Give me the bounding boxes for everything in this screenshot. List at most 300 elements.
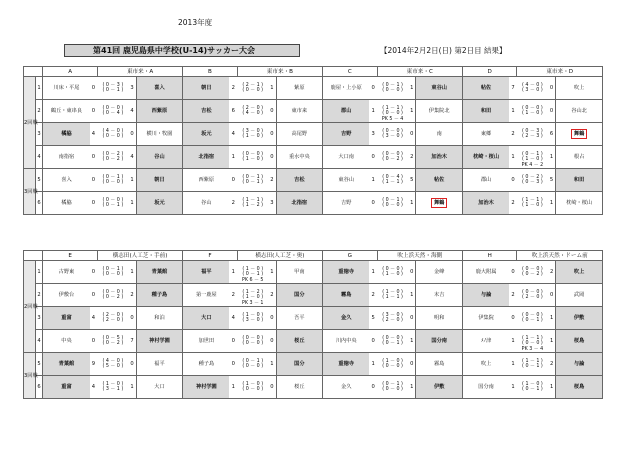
score-left-total: 1: [509, 376, 517, 399]
score-right-total: 0: [408, 123, 416, 146]
half-scores: [517, 169, 548, 192]
group-letter: B: [183, 67, 237, 77]
team-right: 桜丘: [276, 330, 323, 353]
first-half-score: ( 0 － 1 ): [522, 151, 543, 157]
half-scores: [237, 77, 268, 100]
half-scores: [237, 284, 268, 307]
match-number: 3: [35, 307, 43, 330]
first-half-score: ( 0 － 1 ): [382, 381, 403, 387]
team-right: 南: [416, 123, 463, 146]
match-number: 5: [35, 353, 43, 376]
team-right: 吾平: [276, 307, 323, 330]
score-right-total: 4: [128, 146, 136, 169]
team-right: 谷山北: [556, 100, 603, 123]
score-left-total: 0: [509, 261, 517, 284]
second-half-score: ( 0 － 0 ): [382, 203, 403, 208]
score-left-total: 0: [90, 77, 98, 100]
team-right: 吉松: [276, 169, 323, 192]
score-right-total: 5: [548, 169, 556, 192]
half-scores: [377, 261, 408, 284]
season-year: 2013年度: [178, 18, 213, 27]
penalty-score: PK 3 － 1: [241, 300, 264, 306]
team-left: 谷山: [183, 192, 230, 215]
first-half-score: ( 2 － 0 ): [242, 105, 264, 111]
half-scores: [377, 77, 408, 100]
first-half-score: ( 0 － 0 ): [242, 335, 264, 341]
group-letter: E: [43, 251, 97, 261]
match-number: 6: [35, 192, 43, 215]
team-left: 金久: [323, 376, 370, 399]
team-left: 中央: [43, 330, 90, 353]
team-right: 金峰: [416, 261, 463, 284]
first-half-score: ( 0 － 0 ): [382, 266, 403, 272]
team-left: 吉松: [183, 100, 230, 123]
score-right-total: 4: [128, 100, 136, 123]
corner-cell: [24, 251, 43, 261]
score-left-total: 2: [509, 284, 517, 307]
score-left-total: 0: [509, 169, 517, 192]
first-half-score: ( 0 － 0 ): [522, 312, 543, 318]
group-letter: C: [323, 67, 377, 77]
first-half-score: ( 0 － 0 ): [522, 105, 543, 111]
first-half-score: ( 3 － 0 ): [242, 128, 264, 134]
second-half-score: ( 0 － 0 ): [102, 180, 124, 185]
first-half-score: ( 0 － 1 ): [102, 266, 124, 272]
team-right: 神村学園: [136, 330, 183, 353]
score-right-total: 1: [548, 192, 556, 215]
team-right: 加治木: [416, 146, 463, 169]
score-right-total: 0: [268, 146, 276, 169]
team-right: 末吉: [416, 284, 463, 307]
score-left-total: 9: [90, 353, 98, 376]
score-right-total: 2: [548, 353, 556, 376]
highlighted-team: 舞鶴: [571, 129, 587, 139]
score-left-total: 0: [90, 192, 98, 215]
team-right: 大口: [136, 376, 183, 399]
team-left: 東谷山: [323, 169, 370, 192]
score-right-total: 0: [408, 353, 416, 376]
half-scores: [97, 192, 128, 215]
half-scores: [517, 192, 548, 215]
score-right-total: 0: [548, 77, 556, 100]
score-right-total: 1: [128, 376, 136, 399]
team-right: 和泊: [136, 307, 183, 330]
team-right: 東市来: [276, 100, 323, 123]
second-half-score: ( 0 － 2 ): [382, 157, 403, 162]
team-left: 郡山: [462, 169, 509, 192]
score-right-total: 1: [408, 100, 416, 123]
team-left: 大口南: [323, 146, 370, 169]
half-scores: [377, 192, 408, 215]
half-scores: [97, 353, 128, 376]
group-venue: 横志田(人工芝・手前): [97, 251, 183, 261]
second-half-score: ( 1 － 0 ): [242, 134, 264, 139]
first-half-score: ( 0 － 0 ): [382, 335, 403, 341]
team-left: 吉野: [323, 123, 370, 146]
score-left-total: 1: [509, 330, 517, 353]
score-left-total: 2: [229, 192, 237, 215]
score-left-total: 0: [369, 192, 377, 215]
score-right-total: 2: [548, 261, 556, 284]
group-letter: D: [462, 67, 516, 77]
team-left: 古野東: [43, 261, 90, 284]
score-left-total: 1: [229, 376, 237, 399]
half-scores: [237, 330, 268, 353]
first-half-score: ( 0 － 0 ): [522, 266, 543, 272]
group-venue: 東市来・B: [237, 67, 323, 77]
team-right: 国分: [276, 353, 323, 376]
first-half-score: ( 1 － 1 ): [522, 335, 543, 341]
score-left-total: 2: [229, 284, 237, 307]
group-venue: 吹上浜天然・ドーム前: [517, 251, 603, 261]
score-right-total: 3: [128, 77, 136, 100]
second-half-score: ( 0 － 0 ): [382, 88, 403, 93]
team-right: [556, 123, 603, 146]
penalty-score: PK 3 － 4: [521, 346, 544, 352]
first-half-score: ( 0 － 4 ): [382, 174, 403, 180]
first-half-score: ( 0 － 1 ): [382, 197, 403, 203]
half-scores: [97, 284, 128, 307]
first-half-score: ( 0 － 5 ): [102, 335, 124, 341]
first-half-score: ( 0 － 0 ): [382, 128, 403, 134]
team-right: 西紫原: [136, 100, 183, 123]
team-left: 鶴丘・東串良: [43, 100, 90, 123]
first-half-score: ( 4 － 0 ): [102, 358, 124, 364]
second-half-score: ( 1 － 0 ): [522, 157, 543, 162]
second-half-score: ( 0 － 0 ): [242, 88, 264, 93]
score-left-total: 0: [90, 261, 98, 284]
group-venue: 吹上浜天然・海側: [377, 251, 462, 261]
second-half-score: ( 0 － 1 ): [522, 387, 543, 392]
team-left: 福平: [183, 261, 230, 284]
first-half-score: ( 0 － 2 ): [522, 174, 543, 180]
second-half-score: ( 3 － 0 ): [382, 134, 403, 139]
score-left-total: 0: [90, 169, 98, 192]
score-right-total: 1: [408, 330, 416, 353]
first-half-score: ( 0 － 3 ): [102, 82, 124, 88]
score-right-total: 1: [268, 77, 276, 100]
half-scores: [97, 100, 128, 123]
score-right-total: 2: [268, 284, 276, 307]
second-half-score: ( 0 － 0 ): [242, 364, 264, 369]
team-right: 吹上: [556, 261, 603, 284]
team-right: 桜島: [556, 376, 603, 399]
score-left-total: 0: [229, 330, 237, 353]
half-scores: [377, 123, 408, 146]
first-half-score: ( 0 － 3 ): [522, 128, 543, 134]
team-right: 霧島: [416, 353, 463, 376]
score-left-total: 0: [90, 146, 98, 169]
team-left: 伊集院: [463, 307, 510, 330]
team-right: 国分南: [416, 330, 463, 353]
score-right-total: 1: [268, 353, 276, 376]
second-half-score: ( 0 － 1 ): [382, 341, 403, 346]
team-left: 霧島: [323, 284, 370, 307]
team-right: 武岡: [556, 284, 603, 307]
group-venue: 東市来・C: [377, 67, 462, 77]
team-left: 重富: [43, 376, 90, 399]
second-half-score: ( 1 － 0 ): [522, 111, 543, 116]
score-right-total: 0: [408, 261, 416, 284]
team-left: 北指宿: [183, 146, 230, 169]
team-right: 与論: [556, 353, 603, 376]
team-right: 谷山: [136, 146, 183, 169]
score-left-total: 0: [229, 353, 237, 376]
team-right: 青葉館: [136, 261, 183, 284]
second-half-score: ( 1 － 2 ): [242, 203, 264, 208]
score-left-total: 4: [90, 307, 98, 330]
team-left: 朝日: [183, 77, 230, 100]
team-left: 川内中央: [323, 330, 370, 353]
second-half-score: ( 2 － 3 ): [522, 134, 543, 139]
team-right: 東谷山: [416, 77, 463, 100]
second-half-score: ( 1 － 0 ): [242, 157, 264, 162]
score-right-total: 1: [548, 146, 556, 169]
score-right-total: 2: [128, 284, 136, 307]
team-left: 橘脇: [43, 123, 90, 146]
score-right-total: 7: [128, 330, 136, 353]
team-right: 種子島: [136, 284, 183, 307]
score-left-total: 0: [369, 77, 377, 100]
first-half-score: ( 4 － 0 ): [102, 128, 124, 134]
half-scores: [517, 330, 548, 353]
team-left: 枕崎・桜山: [462, 146, 509, 169]
half-scores: [97, 146, 128, 169]
score-right-total: 1: [128, 169, 136, 192]
team-right: 朝日: [136, 169, 183, 192]
half-scores: [237, 192, 268, 215]
score-right-total: 0: [128, 353, 136, 376]
team-right: 高尾野: [276, 123, 323, 146]
score-right-total: 1: [268, 261, 276, 284]
score-right-total: 1: [408, 284, 416, 307]
group-letter: G: [323, 251, 377, 261]
second-half-score: ( 0 － 1 ): [522, 364, 543, 369]
score-left-total: 1: [369, 261, 377, 284]
score-right-total: 0: [548, 100, 556, 123]
team-left: 郡山: [323, 100, 370, 123]
score-right-total: 0: [268, 330, 276, 353]
half-scores: [517, 100, 548, 123]
team-right: 明和: [416, 307, 463, 330]
team-right: 北指宿: [276, 192, 323, 215]
score-left-total: 2: [369, 284, 377, 307]
first-half-score: ( 1 － 0 ): [382, 358, 403, 364]
first-half-score: ( 1 － 2 ): [242, 289, 264, 295]
half-scores: [377, 100, 408, 123]
score-right-total: 2: [408, 146, 416, 169]
score-left-total: 0: [90, 330, 98, 353]
score-right-total: 6: [548, 123, 556, 146]
team-left: 種子島: [183, 353, 230, 376]
team-right: 根占: [556, 146, 603, 169]
score-left-total: 1: [509, 100, 517, 123]
team-right: 紫原: [276, 77, 323, 100]
results-table-west: [23, 250, 603, 399]
team-right: 伊敷: [416, 376, 463, 399]
first-half-score: ( 1 － 1 ): [522, 197, 543, 203]
first-half-score: ( 0 － 0 ): [102, 289, 124, 295]
first-half-score: ( 1 － 0 ): [242, 312, 264, 318]
half-scores: [377, 307, 408, 330]
team-right: 桜丘: [276, 376, 323, 399]
score-right-total: 0: [548, 284, 556, 307]
team-left: 南指宿: [43, 146, 90, 169]
first-half-score: ( 0 － 1 ): [102, 174, 124, 180]
half-scores: [377, 169, 408, 192]
first-half-score: ( 4 － 0 ): [522, 82, 543, 88]
half-scores: [237, 169, 268, 192]
score-left-total: 1: [509, 146, 517, 169]
penalty-score: PK 6 － 5: [241, 277, 264, 283]
match-number: 6: [35, 376, 43, 399]
team-left: 吉野: [323, 192, 370, 215]
team-left: 大口: [183, 307, 230, 330]
second-half-score: ( 0 － 0 ): [102, 134, 124, 139]
round-label: 3回戦: [24, 169, 36, 215]
second-half-score: ( 1 － 1 ): [382, 180, 403, 185]
score-left-total: 1: [229, 146, 237, 169]
score-right-total: 1: [128, 261, 136, 284]
team-left: 与論: [463, 284, 510, 307]
second-half-score: ( 5 － 0 ): [102, 364, 124, 369]
group-letter: H: [463, 251, 517, 261]
score-left-total: 6: [229, 100, 237, 123]
half-scores: [97, 123, 128, 146]
score-left-total: 0: [509, 307, 517, 330]
team-left: 西紫原: [183, 169, 230, 192]
team-right: 枕崎・桜山: [556, 192, 603, 215]
second-half-score: ( 1 － 0 ): [522, 203, 543, 208]
team-left: 重徳寺: [323, 261, 370, 284]
second-half-score: ( 2 － 0 ): [102, 318, 124, 323]
score-right-total: 1: [408, 376, 416, 399]
score-right-total: 1: [548, 307, 556, 330]
team-left: 川床・平尾: [43, 77, 90, 100]
penalty-score: PK 5 － 4: [381, 116, 404, 122]
score-right-total: 0: [268, 307, 276, 330]
half-scores: [97, 330, 128, 353]
score-right-total: 5: [408, 169, 416, 192]
half-scores: [237, 123, 268, 146]
team-right: 伊集院北: [416, 100, 463, 123]
second-half-score: ( 0 － 1 ): [242, 180, 264, 185]
first-half-score: ( 1 － 0 ): [382, 289, 403, 295]
score-left-total: 1: [369, 353, 377, 376]
score-left-total: 0: [229, 169, 237, 192]
first-half-score: ( 1 － 0 ): [102, 381, 124, 387]
first-half-score: ( 0 － 0 ): [382, 151, 403, 157]
score-right-total: 3: [268, 192, 276, 215]
round-label: 2回戦: [24, 77, 36, 169]
score-left-total: 5: [369, 307, 377, 330]
second-half-score: ( 0 － 0 ): [382, 111, 403, 116]
score-right-total: 1: [128, 192, 136, 215]
match-number: 1: [35, 77, 43, 100]
half-scores: [237, 376, 268, 399]
half-scores: [237, 100, 268, 123]
second-half-score: ( 2 － 0 ): [382, 318, 403, 323]
second-half-score: ( 3 － 0 ): [522, 88, 543, 93]
score-left-total: 4: [229, 307, 237, 330]
second-half-score: ( 3 － 1 ): [102, 387, 124, 392]
team-left: 橘脇: [43, 192, 90, 215]
first-half-score: ( 0 － 1 ): [382, 82, 403, 88]
score-right-total: 1: [548, 376, 556, 399]
team-right: 和田: [556, 169, 603, 192]
second-half-score: ( 0 － 1 ): [522, 318, 543, 323]
second-half-score: ( 0 － 2 ): [522, 272, 543, 277]
half-scores: [517, 261, 548, 284]
half-scores: [97, 77, 128, 100]
team-right: 横川・牧園: [136, 123, 183, 146]
second-half-score: ( 1 － 0 ): [242, 295, 264, 300]
first-half-score: ( 1 － 0 ): [242, 381, 264, 387]
match-number: 2: [35, 100, 43, 123]
team-left: 第一鹿屋: [183, 284, 230, 307]
team-right: 帖佐: [416, 169, 463, 192]
score-left-total: 0: [369, 146, 377, 169]
score-left-total: 0: [90, 100, 98, 123]
second-half-score: ( 0 － 3 ): [522, 180, 543, 185]
first-half-score: ( 2 － 1 ): [242, 82, 264, 88]
team-left: 鹿大附属: [463, 261, 510, 284]
match-number: 4: [35, 146, 43, 169]
second-half-score: ( 2 － 0 ): [522, 295, 543, 300]
half-scores: [237, 146, 268, 169]
second-half-score: ( 0 － 2 ): [102, 157, 124, 162]
team-right: 吹上: [556, 77, 603, 100]
team-left: ﾒﾉ津: [463, 330, 510, 353]
score-right-total: 1: [548, 330, 556, 353]
half-scores: [377, 284, 408, 307]
first-half-score: ( 3 － 0 ): [382, 312, 403, 318]
highlighted-team: 舞鶴: [431, 198, 447, 208]
team-left: 和田: [462, 100, 509, 123]
score-right-total: 1: [408, 192, 416, 215]
team-left: 青葉館: [43, 353, 90, 376]
first-half-score: ( 0 － 0 ): [102, 105, 124, 111]
half-scores: [517, 146, 548, 169]
half-scores: [517, 77, 548, 100]
score-right-total: 1: [408, 77, 416, 100]
second-half-score: ( 0 － 0 ): [242, 341, 264, 346]
score-left-total: 1: [509, 353, 517, 376]
team-left: 帖佐: [462, 77, 509, 100]
second-half-score: ( 0 － 0 ): [382, 364, 403, 369]
second-half-score: ( 3 － 0 ): [242, 318, 264, 323]
second-half-score: ( 0 － 4 ): [102, 111, 124, 116]
round-label: 2回戦: [24, 261, 36, 353]
match-number: 5: [35, 169, 43, 192]
score-left-total: 0: [369, 330, 377, 353]
second-half-score: ( 0 － 0 ): [102, 272, 124, 277]
score-left-total: 4: [90, 123, 98, 146]
half-scores: [237, 353, 268, 376]
half-scores: [97, 169, 128, 192]
score-left-total: 1: [369, 169, 377, 192]
second-half-score: ( 0 － 0 ): [242, 387, 264, 392]
score-right-total: 0: [268, 100, 276, 123]
score-left-total: 3: [369, 123, 377, 146]
second-half-score: ( 0 － 1 ): [102, 203, 124, 208]
score-left-total: 2: [229, 77, 237, 100]
second-half-score: ( 1 － 0 ): [382, 272, 403, 277]
half-scores: [517, 376, 548, 399]
first-half-score: ( 1 － 1 ): [522, 358, 543, 364]
score-left-total: 0: [90, 284, 98, 307]
team-right: 喜入: [136, 77, 183, 100]
